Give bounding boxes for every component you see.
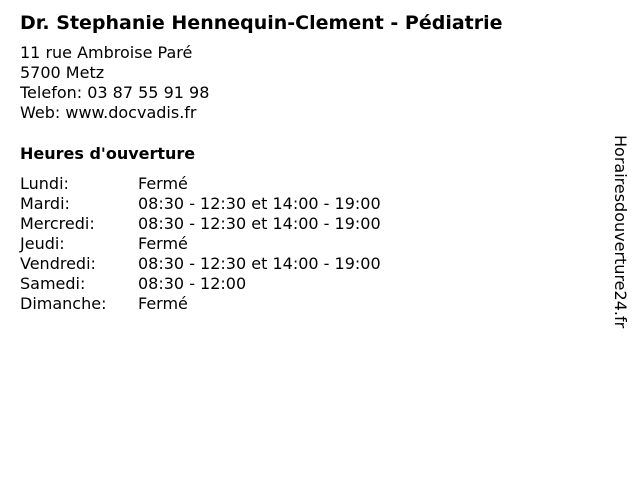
day-label: Mercredi:	[20, 214, 95, 233]
day-hours: Fermé	[138, 174, 188, 193]
hours-row-wednesday	[20, 214, 381, 234]
day-label: Jeudi:	[20, 234, 65, 253]
brand-watermark: Horairesdouverture24.fr	[611, 135, 630, 329]
day-label: Vendredi:	[20, 254, 96, 273]
day-label: Lundi:	[20, 174, 69, 193]
day-label: Dimanche:	[20, 294, 107, 313]
address-block	[20, 43, 209, 123]
hours-heading: Heures d'ouverture	[20, 144, 196, 163]
hours-row-monday	[20, 174, 381, 194]
phone-number: Telefon: 03 87 55 91 98	[20, 83, 210, 102]
day-hours: 08:30 - 12:30 et 14:00 - 19:00	[138, 214, 381, 233]
page-title: Dr. Stephanie Hennequin-Clement - Pédiatrie	[20, 12, 503, 34]
day-hours: Fermé	[138, 294, 188, 313]
day-label: Samedi:	[20, 274, 86, 293]
hours-table	[20, 174, 381, 314]
city: 5700 Metz	[20, 63, 105, 82]
hours-row-thursday	[20, 234, 381, 254]
day-hours: Fermé	[138, 234, 188, 253]
day-hours: 08:30 - 12:30 et 14:00 - 19:00	[138, 194, 381, 213]
day-label: Mardi:	[20, 194, 70, 213]
day-hours: 08:30 - 12:30 et 14:00 - 19:00	[138, 254, 381, 273]
day-hours: 08:30 - 12:00	[138, 274, 247, 293]
hours-row-friday	[20, 254, 381, 274]
hours-row-saturday	[20, 274, 381, 294]
street-address: 11 rue Ambroise Paré	[20, 43, 193, 62]
hours-row-tuesday	[20, 194, 381, 214]
website: Web: www.docvadis.fr	[20, 103, 197, 122]
hours-row-sunday	[20, 294, 381, 314]
